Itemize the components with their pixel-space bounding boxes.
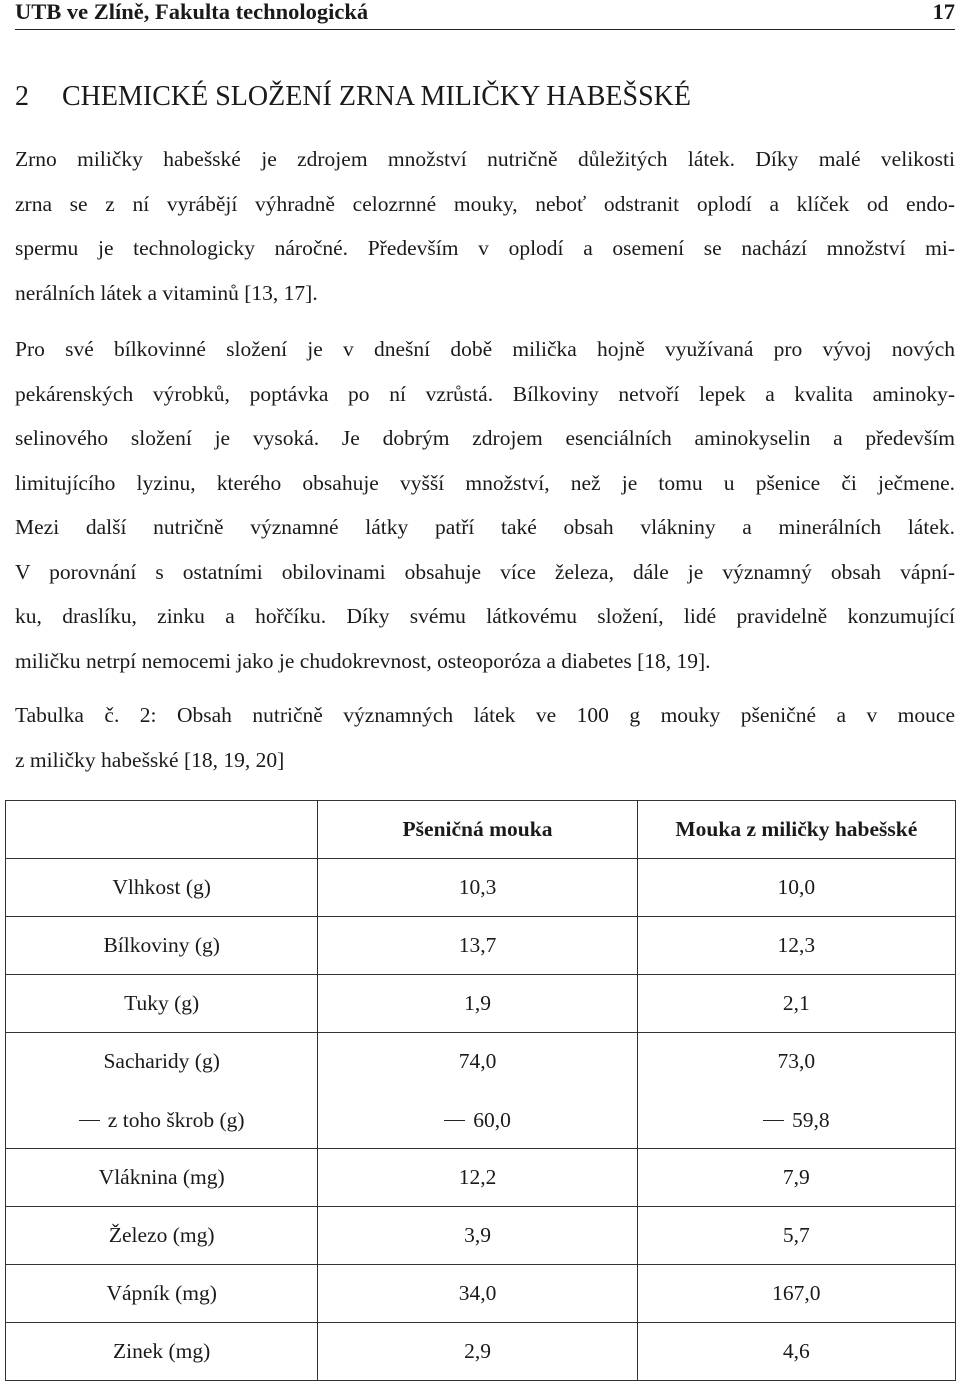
header-divider [15, 29, 955, 30]
table-row [6, 859, 956, 917]
nutrient-table [5, 800, 956, 1381]
table-row [6, 917, 956, 975]
sub-row-label-wrap [79, 1108, 245, 1133]
sub-teff-wrap [763, 1108, 830, 1133]
paragraph-line: Zrno miličky habešské je zdrojem množství nutričně důležitých látek. Díky malé velikosti [15, 147, 955, 171]
paragraph-line: spermu je technologicky náročné. Především v oplodí a osemení se nachází množství mi- [15, 236, 955, 260]
wheat-value: 12,2 [318, 1149, 637, 1207]
wheat-value: 10,3 [318, 859, 637, 917]
chapter-title-text: CHEMICKÉ SLOŽENÍ ZRNA MILIČKY HABEŠSKÉ [62, 81, 691, 112]
caption-line: z miličky habešské [18, 19, 20] [15, 747, 285, 772]
table-row [6, 975, 956, 1033]
row-label: Zinek (mg) [6, 1323, 318, 1381]
paragraph-line: zrna se z ní vyrábějí výhradně celozrnné mouky, neboť odstranit oplodí a klíček od endo- [15, 191, 955, 216]
teff-value: 7,9 [637, 1149, 955, 1207]
header-institution: UTB ve Zlíně, Fakulta technologická [15, 0, 369, 24]
row-label: Vápník (mg) [6, 1265, 318, 1323]
row-label: Sacharidy (g) [103, 1048, 220, 1073]
teff-value: 4,6 [637, 1323, 955, 1381]
paragraph-line: nerálních látek a vitaminů [13, 17]. [15, 280, 318, 305]
paragraph-line: selinového složení je vysoká. Je dobrým zdrojem esenciálních aminokyselin a především [15, 426, 955, 450]
table-header-wheat: Pšeničná mouka [318, 801, 637, 859]
wheat-value: 74,0 [458, 1048, 497, 1073]
teff-value: 5,7 [637, 1207, 955, 1265]
paragraph-line: Mezi další nutričně významné látky patří také obsah vlákniny a minerálních látek. [15, 515, 955, 539]
table-row [6, 1323, 956, 1381]
paragraph-line: pekárenských výrobků, poptávka po ní vzrůstá. Bílkoviny netvoří lepek a kvalita aminoky- [15, 381, 955, 406]
row-label: Vláknina (mg) [6, 1149, 318, 1207]
chapter-title [15, 80, 691, 114]
paragraph-line: V porovnání s ostatními obilovinami obsahuje více železa, dále je významný obsah vápní- [15, 559, 955, 584]
row-label: Železo (mg) [6, 1207, 318, 1265]
sub-wheat-value: 60,0 [473, 1107, 511, 1132]
caption-line: Tabulka č. 2: Obsah nutričně významných látek ve 100 g mouky pšeničné a v mouce [15, 703, 955, 727]
table-row [6, 1149, 956, 1207]
teff-value: 10,0 [637, 859, 955, 917]
row-label: Vlhkost (g) [6, 859, 318, 917]
table-header-row [6, 801, 956, 859]
paragraph-line: ku, draslíku, zinku a hořčíku. Díky svému látkovému složení, lidé pravidelně konzumující [15, 604, 955, 628]
paragraph-intro [15, 137, 955, 315]
paragraph-line: limitujícího lyzinu, kterého obsahuje vyšší množství, než je tomu u pšenice či ječmene. [15, 470, 955, 495]
table-row [6, 1265, 956, 1323]
table-header-empty [6, 801, 318, 859]
table-caption [15, 693, 955, 782]
wheat-value: 1,9 [318, 975, 637, 1033]
row-label-cell [6, 1033, 318, 1149]
teff-value: 2,1 [637, 975, 955, 1033]
table-row [6, 1033, 956, 1149]
sub-teff-value: 59,8 [792, 1107, 830, 1132]
teff-value: 12,3 [637, 917, 955, 975]
wheat-value: 13,7 [318, 917, 637, 975]
teff-value: 167,0 [637, 1265, 955, 1323]
paragraph-line: Pro své bílkovinné složení je v dnešní době milička hojně využívaná pro vývoj nových [15, 337, 955, 361]
dash-icon [763, 1120, 784, 1121]
sub-row-label: z toho škrob (g) [107, 1107, 245, 1132]
wheat-value: 3,9 [318, 1207, 637, 1265]
teff-value: 73,0 [777, 1048, 816, 1073]
row-label: Tuky (g) [6, 975, 318, 1033]
sub-wheat-wrap [444, 1108, 511, 1133]
dash-icon [444, 1120, 465, 1121]
chapter-number: 2 [15, 81, 29, 112]
wheat-value: 2,9 [318, 1323, 637, 1381]
table-header-teff: Mouka z miličky habešské [637, 801, 955, 859]
page-number: 17 [932, 0, 955, 24]
paragraph-line: miličku netrpí nemocemi jako je chudokrevnost, osteoporóza a diabetes [18, 19]. [15, 648, 711, 673]
wheat-value: 34,0 [318, 1265, 637, 1323]
dash-icon [79, 1120, 100, 1121]
row-label: Bílkoviny (g) [6, 917, 318, 975]
table-row [6, 1207, 956, 1265]
running-header [15, 0, 955, 27]
paragraph-protein [15, 327, 955, 683]
wheat-value-cell [318, 1033, 637, 1149]
teff-value-cell [637, 1033, 955, 1149]
